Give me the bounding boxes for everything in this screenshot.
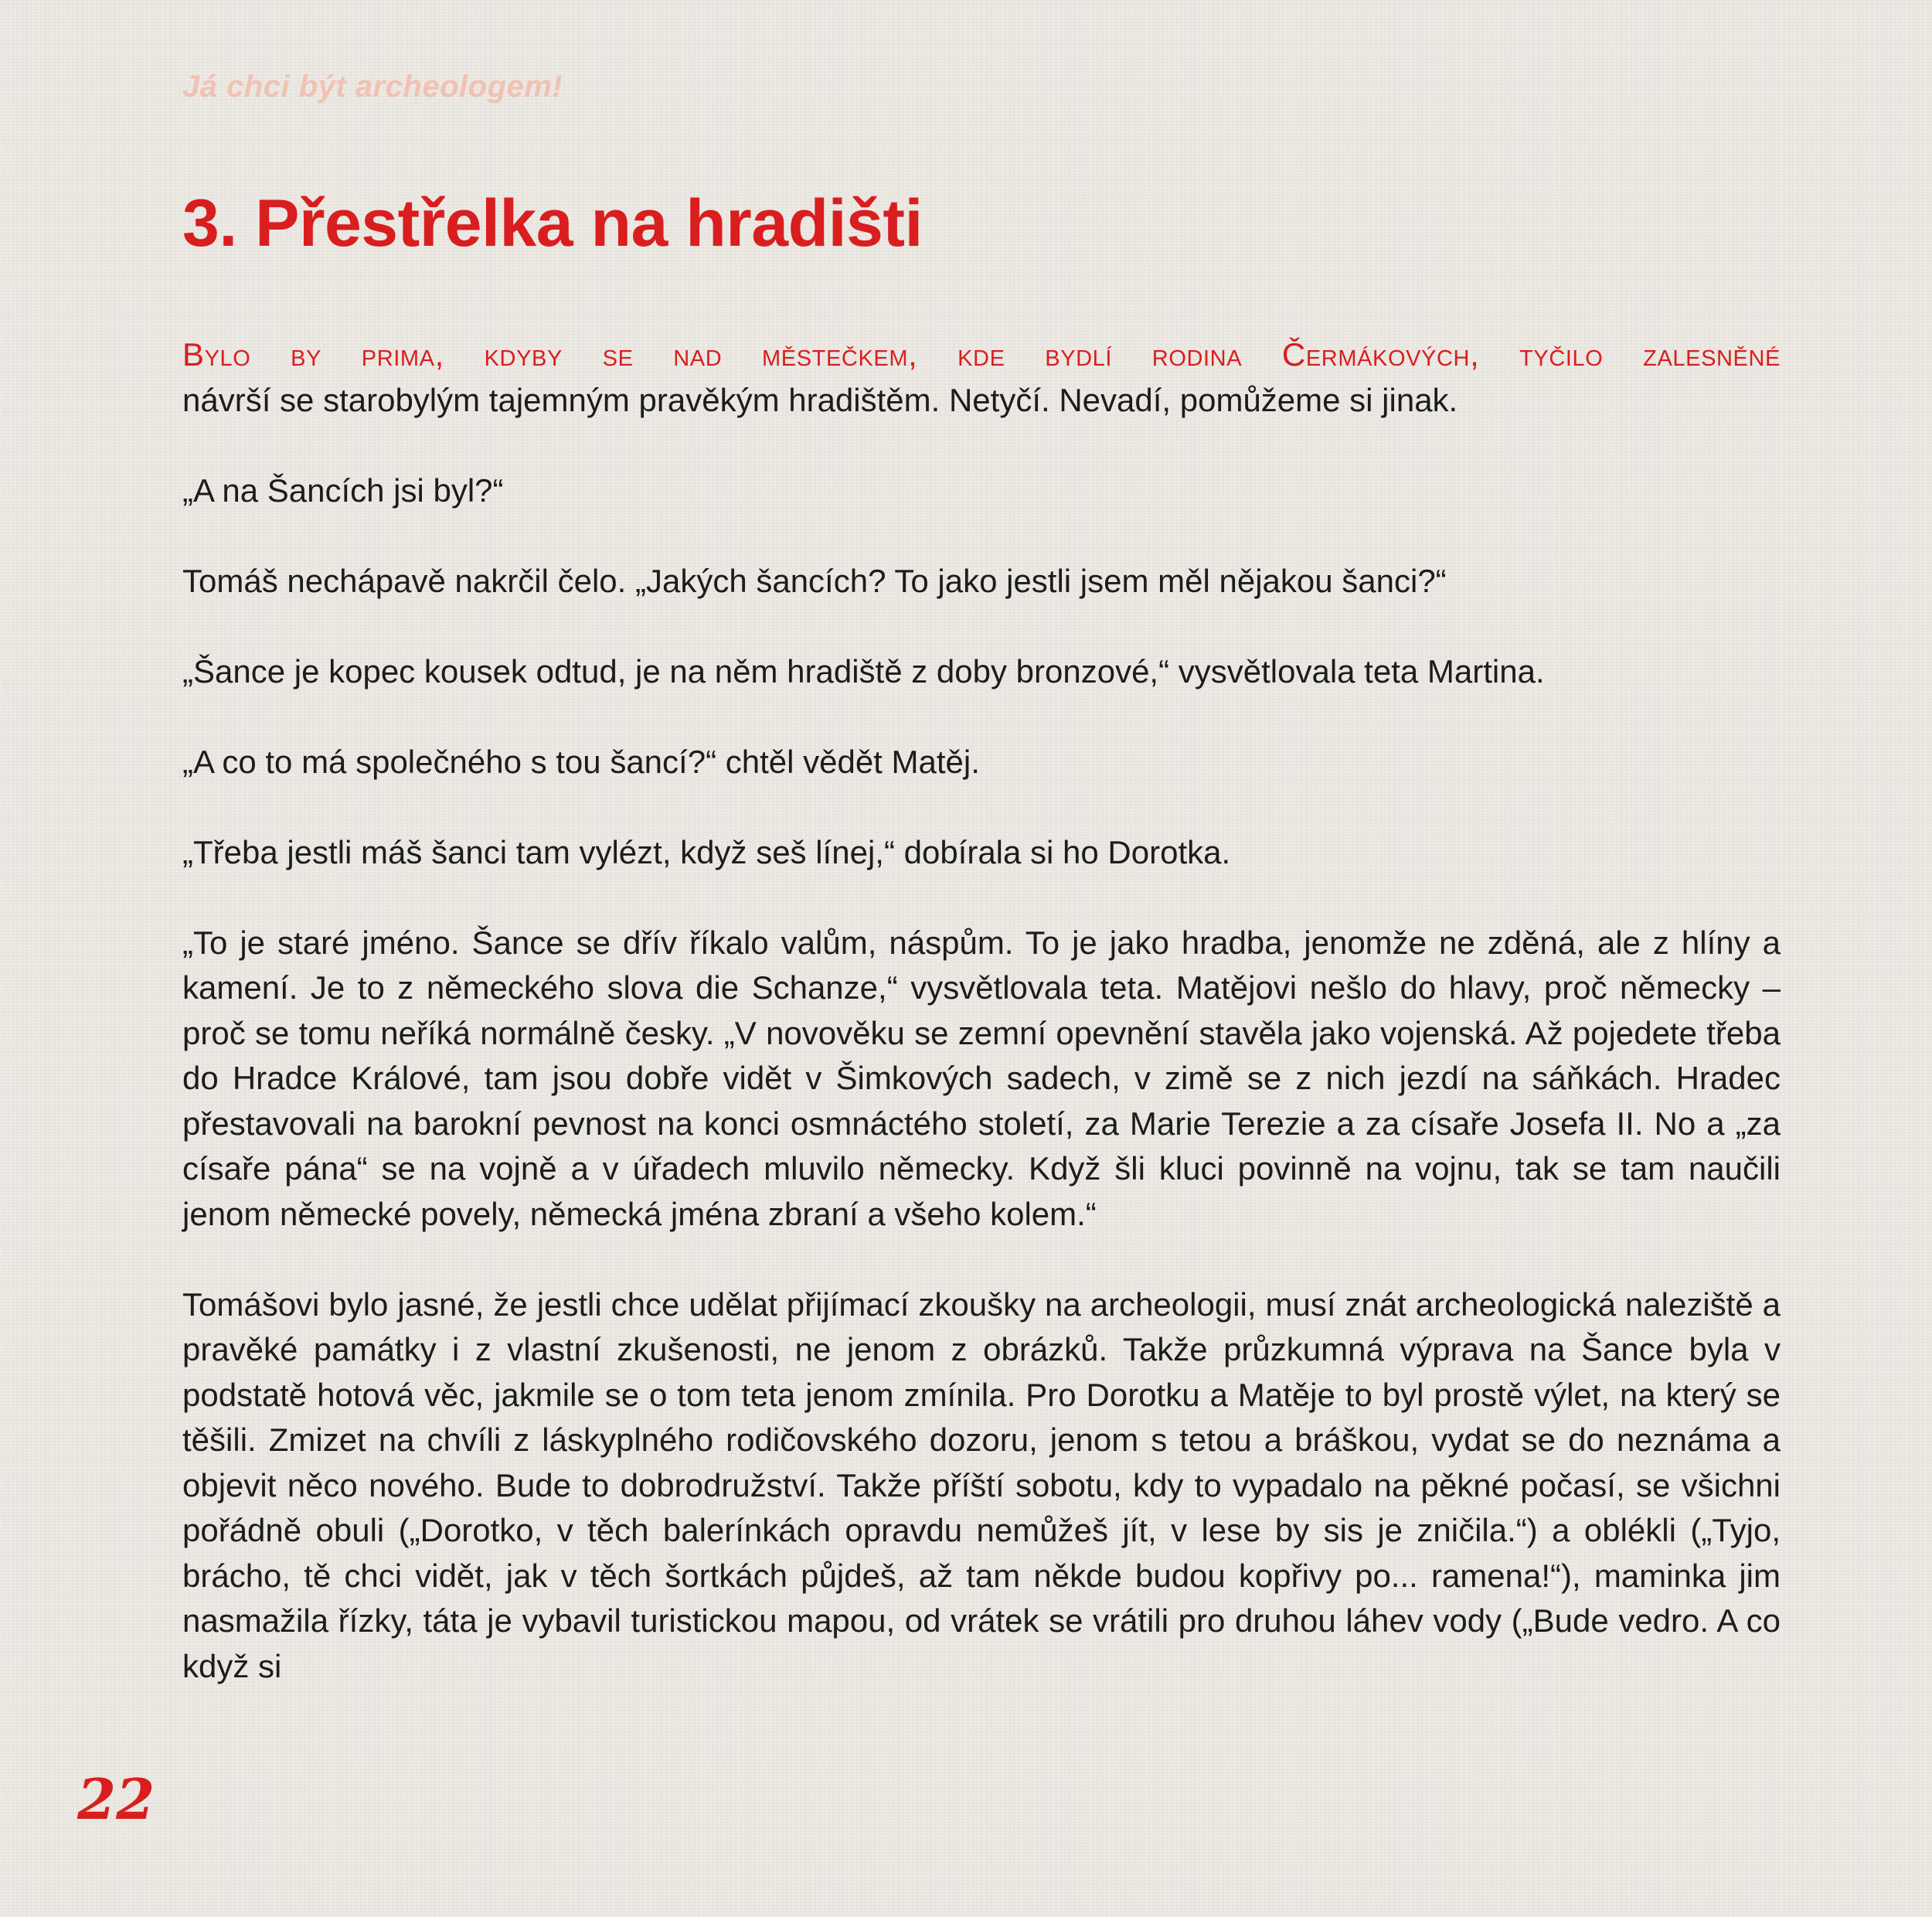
paragraph-4: „Šance je kopec kousek odtud, je na něm hradiště z doby bronzové,“ vysvětlovala teta Martina. (182, 652, 1545, 690)
running-head: Já chci být archeologem! (182, 70, 563, 104)
paragraph-8: Tomášovi bylo jasné, že jestli chce udělat přijímací zkoušky na archeologii, musí znát archeologická naleziště a pravěké památky i z vlastní zkušenosti, ne jenom z obrázků. Takže průzkumná výprava na Šance byla v podstatě hotová věc, jakmile se o tom teta jenom zmínila. Pro Dorotku a Matěje to byl prostě výlet, na který se těšili. Zmizet na chvíli z láskyplného rodičovského dozoru, jenom s tetou a bráškou, vydat se do neznáma a objevit něco nového. Bude to dobrodružství. Takže příští sobotu, kdy to vypadalo na pěkné počasí, se všichni pořádně obuli („Dorotko, v těch balerínkách opravdu nemůžeš jít, v lese by sis je zničila.“) a oblékli („Tyjo, brácho, tě chci vidět, jak v těch šortkách půjdeš, až tam někde budou kopřivy po... ramena!“), maminka jim nasmažila řízky, táta je vybavil turistickou mapou, od vrátek se vrátili pro druhou láhev vody („Bude vedro. A co když si (182, 1285, 1781, 1684)
page-number: 22 (77, 1766, 155, 1832)
lead-small-caps: Bylo by prima, kdyby se nad městečkem, kde bydlí rodina Čermákových, tyčilo zalesněné (182, 336, 1781, 373)
lead-rest: návrší se starobylým tajemným pravěkým hradištěm. Netyčí. Nevadí, pomůžeme si jinak. (182, 381, 1458, 418)
paragraph-3: Tomáš nechápavě nakrčil čelo. „Jakých šancích? To jako jestli jsem měl nějakou šanci?“ (182, 562, 1447, 599)
body-text (182, 332, 1781, 1735)
paragraph-lead (182, 332, 1781, 423)
paragraph-2: „A na Šancích jsi byl?“ (182, 472, 504, 509)
paragraph-7: „To je staré jméno. Šance se dřív říkalo valům, náspům. To je jako hradba, jenomže ne zděná, ale z hlíny a kamení. Je to z německého slova die Schanze,“ vysvětlovala teta. Matějovi nešlo do hlavy, proč německy – proč se tomu neříká normálně česky. „V novověku se zemní opevnění stavěla jako vojenská. Až pojedete třeba do Hradce Králové, tam jsou dobře vidět v Šimkových sadech, v zimě se z nich jezdí na sáňkách. Hradec přestavovali na barokní pevnost na konci osmnáctého století, za Marie Terezie a za císaře Josefa II. No a „za císaře pána“ se na vojně a v úřadech mluvilo německy. Když šli kluci povinně na vojnu, tak se tam naučili jenom německé povely, německá jména zbraní a všeho kolem.“ (182, 924, 1781, 1232)
chapter-title: 3. Přestřelka na hradišti (182, 186, 923, 260)
paragraph-5: „A co to má společného s tou šancí?“ chtěl vědět Matěj. (182, 743, 980, 780)
paragraph-6: „Třeba jestli máš šanci tam vylézt, když seš línej,“ dobírala si ho Dorotka. (182, 833, 1231, 870)
